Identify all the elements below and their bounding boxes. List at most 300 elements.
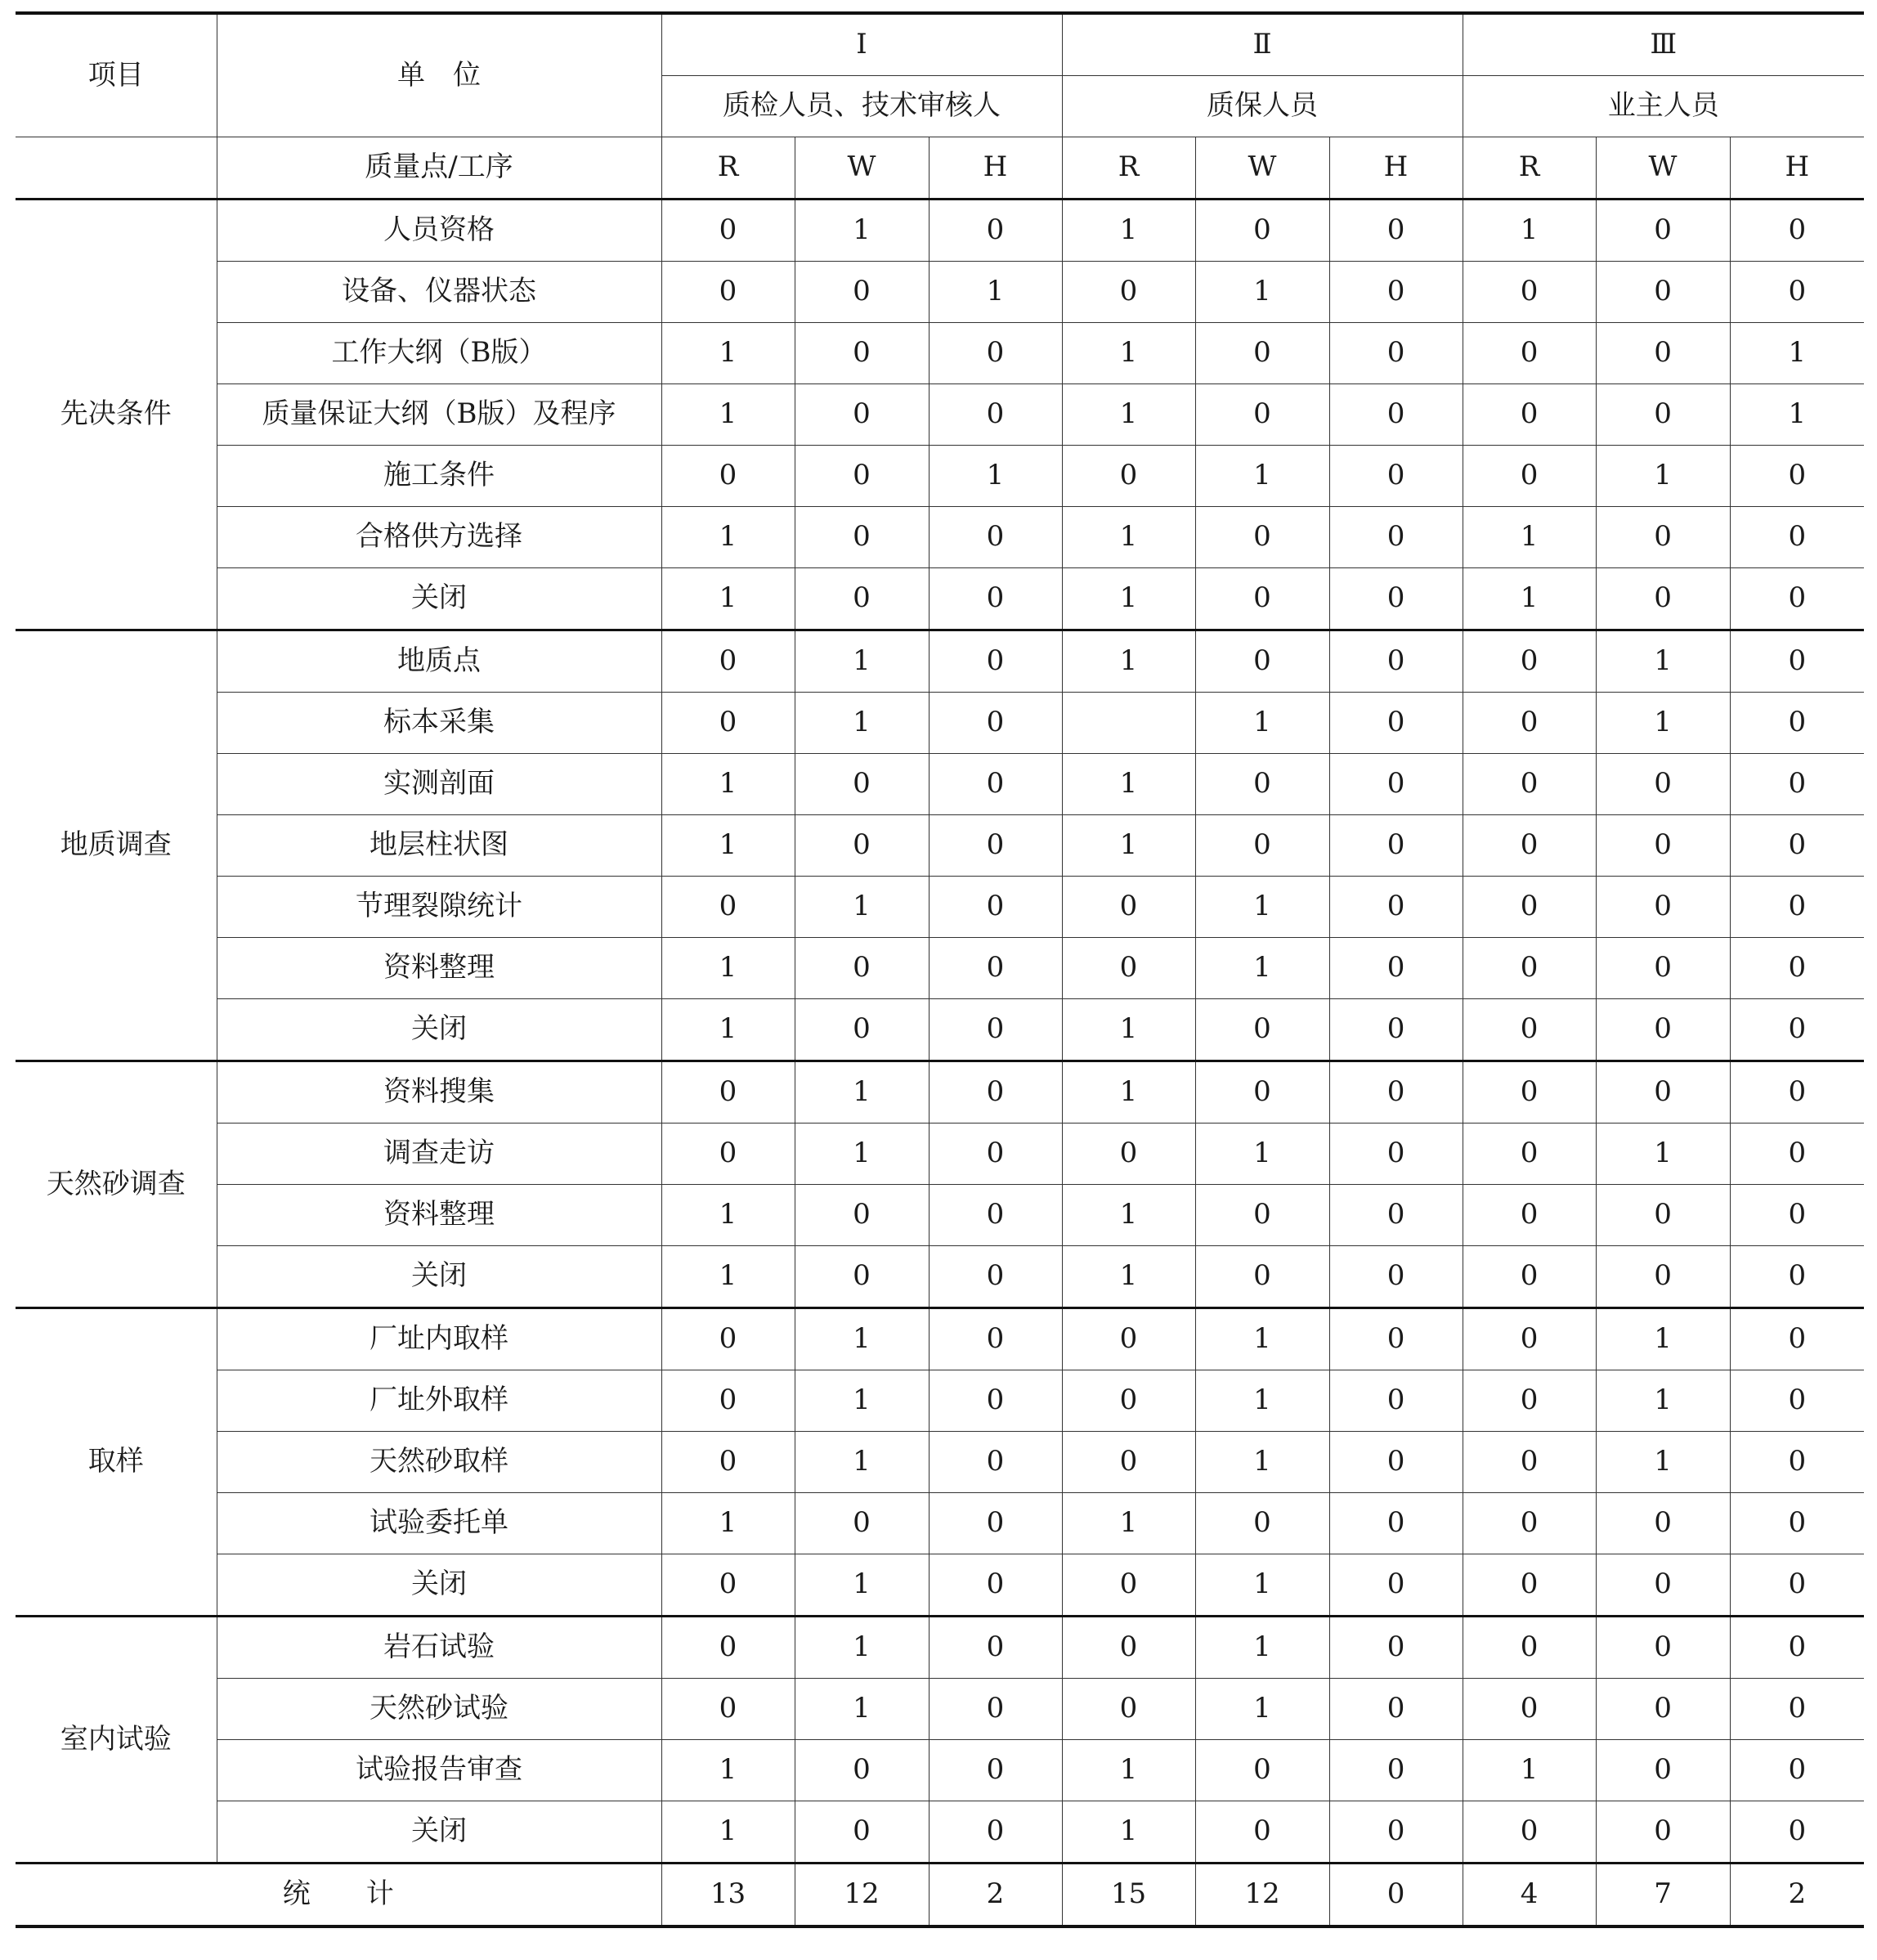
table-row	[16, 1617, 1864, 1679]
value-cell: 1	[795, 693, 929, 754]
row-label: 工作大纲（B版）	[217, 323, 661, 384]
row-label: 资料整理	[217, 938, 661, 999]
value-cell: 1	[661, 1493, 795, 1554]
value-cell: 0	[1730, 999, 1864, 1061]
row-label: 关闭	[217, 1554, 661, 1617]
value-cell: 0	[1730, 630, 1864, 693]
value-cell: 0	[661, 1370, 795, 1432]
value-cell: 0	[929, 1493, 1062, 1554]
value-cell: 0	[929, 568, 1062, 630]
value-cell: 0	[795, 568, 929, 630]
value-cell: 0	[929, 1246, 1062, 1308]
value-cell: 0	[1463, 446, 1596, 507]
value-cell: 0	[1463, 1801, 1596, 1864]
table-row	[16, 1370, 1864, 1432]
value-cell: 0	[795, 446, 929, 507]
value-cell: 0	[795, 323, 929, 384]
value-cell: 1	[661, 384, 795, 446]
value-cell: 0	[929, 200, 1062, 262]
header-code: W	[1195, 137, 1329, 200]
value-cell: 1	[795, 1679, 929, 1740]
value-cell: 0	[1596, 877, 1730, 938]
row-label: 合格供方选择	[217, 507, 661, 568]
value-cell: 0	[1730, 1554, 1864, 1617]
table-row	[16, 1061, 1864, 1124]
total-value: 2	[929, 1864, 1062, 1927]
row-label: 实测剖面	[217, 754, 661, 815]
value-cell: 0	[929, 999, 1062, 1061]
value-cell: 1	[661, 1801, 795, 1864]
total-value: 12	[1195, 1864, 1329, 1927]
value-cell: 0	[1329, 568, 1463, 630]
header-code: R	[1463, 137, 1596, 200]
value-cell: 0	[1596, 1061, 1730, 1124]
value-cell: 0	[1730, 693, 1864, 754]
total-value: 0	[1329, 1864, 1463, 1927]
header-role-3: 业主人员	[1463, 76, 1864, 137]
value-cell: 1	[1463, 1740, 1596, 1801]
group-name: 室内试验	[16, 1617, 217, 1864]
value-cell: 0	[1195, 1246, 1329, 1308]
value-cell: 1	[1195, 1124, 1329, 1185]
header-code: W	[1596, 137, 1730, 200]
row-label: 施工条件	[217, 446, 661, 507]
table-row	[16, 568, 1864, 630]
value-cell: 0	[929, 1554, 1062, 1617]
value-cell: 0	[1329, 446, 1463, 507]
table-row	[16, 815, 1864, 877]
table-row	[16, 754, 1864, 815]
table-row	[16, 1308, 1864, 1370]
total-value: 7	[1596, 1864, 1730, 1927]
value-cell: 1	[1062, 630, 1195, 693]
value-cell: 0	[929, 1432, 1062, 1493]
value-cell: 0	[1329, 1679, 1463, 1740]
value-cell: 0	[929, 938, 1062, 999]
value-cell: 0	[1195, 568, 1329, 630]
value-cell: 1	[1596, 1370, 1730, 1432]
value-cell: 1	[1195, 877, 1329, 938]
value-cell: 1	[661, 507, 795, 568]
value-cell: 0	[1329, 1432, 1463, 1493]
value-cell: 0	[1596, 938, 1730, 999]
value-cell: 0	[929, 507, 1062, 568]
value-cell: 0	[1062, 1617, 1195, 1679]
value-cell: 0	[1730, 1246, 1864, 1308]
value-cell: 1	[1062, 815, 1195, 877]
value-cell: 0	[1463, 1432, 1596, 1493]
value-cell: 0	[661, 693, 795, 754]
value-cell: 0	[1329, 1617, 1463, 1679]
value-cell: 0	[1463, 1617, 1596, 1679]
value-cell: 0	[1329, 323, 1463, 384]
value-cell: 1	[1463, 200, 1596, 262]
table-row	[16, 1124, 1864, 1185]
value-cell: 0	[1329, 693, 1463, 754]
table-row	[16, 200, 1864, 262]
table-row	[16, 1432, 1864, 1493]
value-cell: 1	[795, 1061, 929, 1124]
value-cell: 1	[795, 200, 929, 262]
value-cell: 1	[1596, 1308, 1730, 1370]
value-cell: 0	[1730, 446, 1864, 507]
value-cell: 0	[1730, 1617, 1864, 1679]
table-row	[16, 1740, 1864, 1801]
value-cell: 0	[1329, 815, 1463, 877]
table-row	[16, 1679, 1864, 1740]
value-cell: 0	[1195, 1061, 1329, 1124]
header-code: H	[1329, 137, 1463, 200]
value-cell: 0	[1195, 754, 1329, 815]
table-row	[16, 1246, 1864, 1308]
value-cell: 0	[1329, 1185, 1463, 1246]
value-cell: 0	[1596, 262, 1730, 323]
value-cell: 0	[1730, 262, 1864, 323]
value-cell: 0	[1730, 1493, 1864, 1554]
value-cell: 0	[929, 1124, 1062, 1185]
value-cell: 0	[661, 446, 795, 507]
value-cell: 0	[1730, 1185, 1864, 1246]
value-cell: 0	[795, 384, 929, 446]
value-cell: 1	[795, 877, 929, 938]
value-cell: 0	[1463, 999, 1596, 1061]
value-cell: 1	[1195, 693, 1329, 754]
value-cell: 0	[1062, 1308, 1195, 1370]
value-cell: 0	[1596, 384, 1730, 446]
row-label: 资料搜集	[217, 1061, 661, 1124]
header-unit: 单 位	[217, 13, 661, 137]
value-cell: 0	[1195, 384, 1329, 446]
value-cell: 1	[1062, 323, 1195, 384]
value-cell: 1	[1596, 446, 1730, 507]
value-cell: 0	[929, 1308, 1062, 1370]
value-cell: 1	[661, 815, 795, 877]
row-label: 厂址内取样	[217, 1308, 661, 1370]
value-cell: 0	[1463, 1493, 1596, 1554]
value-cell: 0	[1730, 1370, 1864, 1432]
value-cell: 0	[1596, 1740, 1730, 1801]
value-cell: 1	[795, 1554, 929, 1617]
table-row	[16, 1554, 1864, 1617]
table-row	[16, 877, 1864, 938]
value-cell: 1	[1195, 1308, 1329, 1370]
value-cell: 0	[795, 1185, 929, 1246]
total-value: 15	[1062, 1864, 1195, 1927]
value-cell: 0	[1329, 1554, 1463, 1617]
value-cell: 0	[1463, 630, 1596, 693]
value-cell: 0	[1195, 815, 1329, 877]
value-cell: 0	[1329, 938, 1463, 999]
value-cell: 0	[661, 262, 795, 323]
value-cell: 1	[1195, 446, 1329, 507]
value-cell: 1	[1062, 384, 1195, 446]
row-label: 标本采集	[217, 693, 661, 754]
header-role-1: 质检人员、技术审核人	[661, 76, 1062, 137]
value-cell: 0	[1329, 507, 1463, 568]
row-label: 地层柱状图	[217, 815, 661, 877]
value-cell: 1	[1596, 693, 1730, 754]
value-cell: 0	[1730, 1124, 1864, 1185]
table-row	[16, 1185, 1864, 1246]
value-cell: 1	[1062, 507, 1195, 568]
value-cell: 0	[1463, 938, 1596, 999]
value-cell: 1	[661, 754, 795, 815]
value-cell: 0	[1062, 938, 1195, 999]
value-cell: 0	[795, 815, 929, 877]
value-cell: 0	[1463, 384, 1596, 446]
value-cell: 0	[1062, 1124, 1195, 1185]
value-cell: 0	[1730, 1308, 1864, 1370]
value-cell: 1	[1463, 568, 1596, 630]
header-level-2: Ⅱ	[1062, 13, 1463, 76]
value-cell: 1	[661, 1246, 795, 1308]
total-label: 统 计	[16, 1864, 661, 1927]
value-cell: 1	[661, 999, 795, 1061]
value-cell: 0	[1730, 200, 1864, 262]
value-cell: 0	[1596, 1246, 1730, 1308]
value-cell: 0	[1596, 568, 1730, 630]
table-row	[16, 323, 1864, 384]
value-cell: 1	[661, 323, 795, 384]
value-cell: 1	[1596, 1432, 1730, 1493]
row-label: 关闭	[217, 568, 661, 630]
value-cell: 0	[1329, 262, 1463, 323]
value-cell: 0	[1596, 1801, 1730, 1864]
value-cell: 0	[1329, 1124, 1463, 1185]
value-cell: 1	[1730, 323, 1864, 384]
row-label: 天然砂取样	[217, 1432, 661, 1493]
total-value: 12	[795, 1864, 929, 1927]
value-cell: 0	[929, 1185, 1062, 1246]
value-cell: 1	[1195, 1432, 1329, 1493]
header-code: R	[661, 137, 795, 200]
value-cell: 0	[661, 1061, 795, 1124]
value-cell: 0	[1730, 1432, 1864, 1493]
value-cell: 0	[1062, 1370, 1195, 1432]
value-cell: 0	[1329, 630, 1463, 693]
value-cell: 0	[1062, 1554, 1195, 1617]
value-cell: 0	[1596, 1679, 1730, 1740]
value-cell: 0	[1463, 1185, 1596, 1246]
row-label: 节理裂隙统计	[217, 877, 661, 938]
header-code: H	[1730, 137, 1864, 200]
value-cell: 0	[1329, 999, 1463, 1061]
value-cell: 0	[1463, 754, 1596, 815]
value-cell: 0	[1195, 999, 1329, 1061]
value-cell: 0	[1596, 1554, 1730, 1617]
header-level-1: Ⅰ	[661, 13, 1062, 76]
value-cell	[1062, 693, 1195, 754]
row-label: 设备、仪器状态	[217, 262, 661, 323]
value-cell: 1	[661, 1185, 795, 1246]
header-item: 项目	[16, 13, 217, 137]
table-row	[16, 446, 1864, 507]
value-cell: 0	[929, 815, 1062, 877]
value-cell: 1	[1463, 507, 1596, 568]
row-label: 关闭	[217, 999, 661, 1061]
value-cell: 0	[661, 630, 795, 693]
value-cell: 0	[1730, 507, 1864, 568]
value-cell: 1	[929, 262, 1062, 323]
value-cell: 0	[661, 1554, 795, 1617]
value-cell: 1	[1195, 1679, 1329, 1740]
value-cell: 0	[661, 1308, 795, 1370]
value-cell: 0	[1195, 507, 1329, 568]
header-role-2: 质保人员	[1062, 76, 1463, 137]
table-row	[16, 693, 1864, 754]
table-row	[16, 999, 1864, 1061]
table-row	[16, 262, 1864, 323]
value-cell: 0	[1329, 1370, 1463, 1432]
value-cell: 1	[1730, 384, 1864, 446]
value-cell: 0	[929, 323, 1062, 384]
value-cell: 0	[929, 1740, 1062, 1801]
total-value: 4	[1463, 1864, 1596, 1927]
header-level-3: Ⅲ	[1463, 13, 1864, 76]
value-cell: 0	[1596, 507, 1730, 568]
header-row-levels	[16, 13, 1864, 76]
value-cell: 0	[929, 1370, 1062, 1432]
row-label: 地质点	[217, 630, 661, 693]
total-value: 2	[1730, 1864, 1864, 1927]
row-label: 厂址外取样	[217, 1370, 661, 1432]
value-cell: 0	[1195, 323, 1329, 384]
value-cell: 0	[1596, 815, 1730, 877]
value-cell: 0	[1329, 877, 1463, 938]
value-cell: 0	[1730, 568, 1864, 630]
table-row	[16, 630, 1864, 693]
value-cell: 0	[1329, 1308, 1463, 1370]
value-cell: 0	[1463, 1246, 1596, 1308]
value-cell: 1	[661, 568, 795, 630]
value-cell: 0	[1329, 1493, 1463, 1554]
value-cell: 1	[1062, 568, 1195, 630]
value-cell: 1	[1062, 1801, 1195, 1864]
value-cell: 0	[1596, 1493, 1730, 1554]
value-cell: 0	[795, 999, 929, 1061]
value-cell: 1	[795, 1124, 929, 1185]
total-value: 13	[661, 1864, 795, 1927]
value-cell: 0	[929, 754, 1062, 815]
row-label: 人员资格	[217, 200, 661, 262]
value-cell: 1	[1195, 938, 1329, 999]
value-cell: 1	[661, 1740, 795, 1801]
row-label: 资料整理	[217, 1185, 661, 1246]
value-cell: 0	[1596, 323, 1730, 384]
table-row	[16, 384, 1864, 446]
quality-control-table	[16, 11, 1864, 1928]
value-cell: 0	[795, 262, 929, 323]
value-cell: 0	[929, 630, 1062, 693]
value-cell: 0	[1730, 1679, 1864, 1740]
header-point: 质量点/工序	[217, 137, 661, 200]
value-cell: 0	[1329, 384, 1463, 446]
value-cell: 1	[1062, 1493, 1195, 1554]
value-cell: 0	[795, 507, 929, 568]
value-cell: 0	[929, 1801, 1062, 1864]
row-label: 试验委托单	[217, 1493, 661, 1554]
value-cell: 0	[1596, 1617, 1730, 1679]
value-cell: 0	[1596, 999, 1730, 1061]
value-cell: 0	[661, 877, 795, 938]
value-cell: 0	[929, 1679, 1062, 1740]
value-cell: 0	[661, 200, 795, 262]
value-cell: 0	[795, 1493, 929, 1554]
value-cell: 1	[1596, 1124, 1730, 1185]
value-cell: 1	[1062, 200, 1195, 262]
value-cell: 0	[1195, 1493, 1329, 1554]
value-cell: 0	[795, 754, 929, 815]
value-cell: 1	[795, 1370, 929, 1432]
value-cell: 1	[1195, 262, 1329, 323]
value-cell: 0	[1463, 815, 1596, 877]
value-cell: 0	[929, 877, 1062, 938]
value-cell: 0	[1463, 1679, 1596, 1740]
value-cell: 0	[1463, 1124, 1596, 1185]
row-label: 天然砂试验	[217, 1679, 661, 1740]
value-cell: 0	[929, 1617, 1062, 1679]
header-code: H	[929, 137, 1062, 200]
value-cell: 0	[1730, 815, 1864, 877]
value-cell: 0	[1195, 1185, 1329, 1246]
value-cell: 0	[661, 1679, 795, 1740]
table-row	[16, 507, 1864, 568]
value-cell: 1	[661, 938, 795, 999]
value-cell: 0	[1463, 1554, 1596, 1617]
value-cell: 0	[795, 1246, 929, 1308]
value-cell: 0	[1463, 1308, 1596, 1370]
table-container	[16, 11, 1864, 1928]
value-cell: 0	[1730, 1801, 1864, 1864]
value-cell: 0	[795, 1740, 929, 1801]
value-cell: 0	[661, 1124, 795, 1185]
value-cell: 0	[1195, 1801, 1329, 1864]
value-cell: 0	[661, 1432, 795, 1493]
value-cell: 1	[1062, 1246, 1195, 1308]
value-cell: 0	[1195, 1740, 1329, 1801]
value-cell: 0	[1730, 1740, 1864, 1801]
value-cell: 0	[1730, 938, 1864, 999]
total-row	[16, 1864, 1864, 1927]
value-cell: 1	[1195, 1554, 1329, 1617]
value-cell: 1	[1062, 1740, 1195, 1801]
header-row-codes	[16, 137, 1864, 200]
row-label: 关闭	[217, 1801, 661, 1864]
value-cell: 0	[1195, 630, 1329, 693]
group-name: 地质调查	[16, 630, 217, 1061]
value-cell: 1	[929, 446, 1062, 507]
value-cell: 1	[1195, 1617, 1329, 1679]
value-cell: 0	[661, 1617, 795, 1679]
value-cell: 0	[1463, 693, 1596, 754]
value-cell: 1	[1195, 1370, 1329, 1432]
value-cell: 0	[1463, 262, 1596, 323]
header-empty	[16, 137, 217, 200]
value-cell: 1	[1596, 630, 1730, 693]
row-label: 关闭	[217, 1246, 661, 1308]
value-cell: 0	[1463, 323, 1596, 384]
value-cell: 0	[1329, 1740, 1463, 1801]
table-row	[16, 1801, 1864, 1864]
value-cell: 0	[1730, 754, 1864, 815]
group-name: 天然砂调查	[16, 1061, 217, 1308]
value-cell: 0	[1329, 1061, 1463, 1124]
row-label: 调查走访	[217, 1124, 661, 1185]
value-cell: 0	[1329, 200, 1463, 262]
table-row	[16, 938, 1864, 999]
row-label: 质量保证大纲（B版）及程序	[217, 384, 661, 446]
value-cell: 0	[1463, 877, 1596, 938]
